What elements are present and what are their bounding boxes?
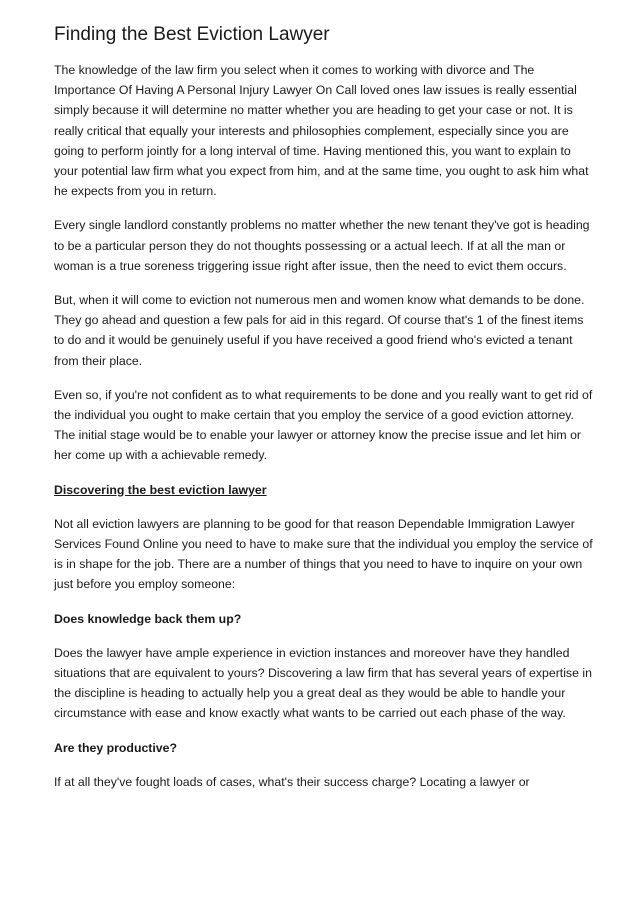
paragraph-intro: The knowledge of the law firm you select when it comes to working with divorce and The Importance Of Having A Personal Injury Lawyer On Call loved ones law issues is really essential simply because it will determine no matter whether you are heading to get your case or not. It is really critical that equally your interests and philosophies complement, especially since you are going to perform jointly for a long interval of time. Having mentioned this, you want to explain to your potential law firm what you expect from him, and at the same time, you ought to ask him what he expects from you in return. bbox=[54, 63, 589, 199]
subheading-productive: Are they productive? bbox=[54, 740, 177, 755]
subparagraph-productive: If at all they've fought loads of cases, what's their success charge? Locating a lawyer or bbox=[54, 774, 530, 789]
document-title: Finding the Best Eviction Lawyer bbox=[54, 24, 330, 45]
subheading-knowledge: Does knowledge back them up? bbox=[54, 611, 242, 626]
document-page bbox=[54, 22, 594, 806]
paragraph-landlord: Every single landlord constantly problems no matter whether the new tenant they've got is heading to be a particular person they do not thoughts possessing or a actual leech. If at all the man or woman is a true soreness triggering issue right after issue, then the need to evict them occurs. bbox=[54, 218, 590, 273]
paragraph-attorney: Even so, if you're not confident as to what requirements to be done and you really want to get rid of the individual you ought to make certain that you employ the service of a good eviction attorney. The initial stage would be to enable your lawyer or attorney know the precise issue and let him or her come up with a achievable remedy. bbox=[54, 387, 593, 463]
subparagraph-knowledge: Does the lawyer have ample experience in eviction instances and moreover have they handled situations that are equivalent to yours? Discovering a law firm that has several years of expertise in the discipline is heading to actually help you a great deal as they would be able to handle your circumstance with ease and know exactly what wants to be carried out each phase of the way. bbox=[54, 645, 592, 721]
paragraph-eviction: But, when it will come to eviction not numerous men and women know what demands to be done. They go ahead and question a few pals for aid in this regard. Of course that's 1 of the finest items to do and it would be genuinely useful if you have received a good friend who's evicted a tenant from their place. bbox=[54, 293, 585, 368]
section-paragraph: Not all eviction lawyers are planning to be good for that reason Dependable Immigration Lawyer Services Found Online you need to have to make sure that the individual you employ the service of is in shape for the job. There are a number of things that you need to have to inquire on your own just before you employ someone: bbox=[54, 516, 593, 592]
section-heading: Discovering the best eviction lawyer bbox=[54, 482, 267, 497]
